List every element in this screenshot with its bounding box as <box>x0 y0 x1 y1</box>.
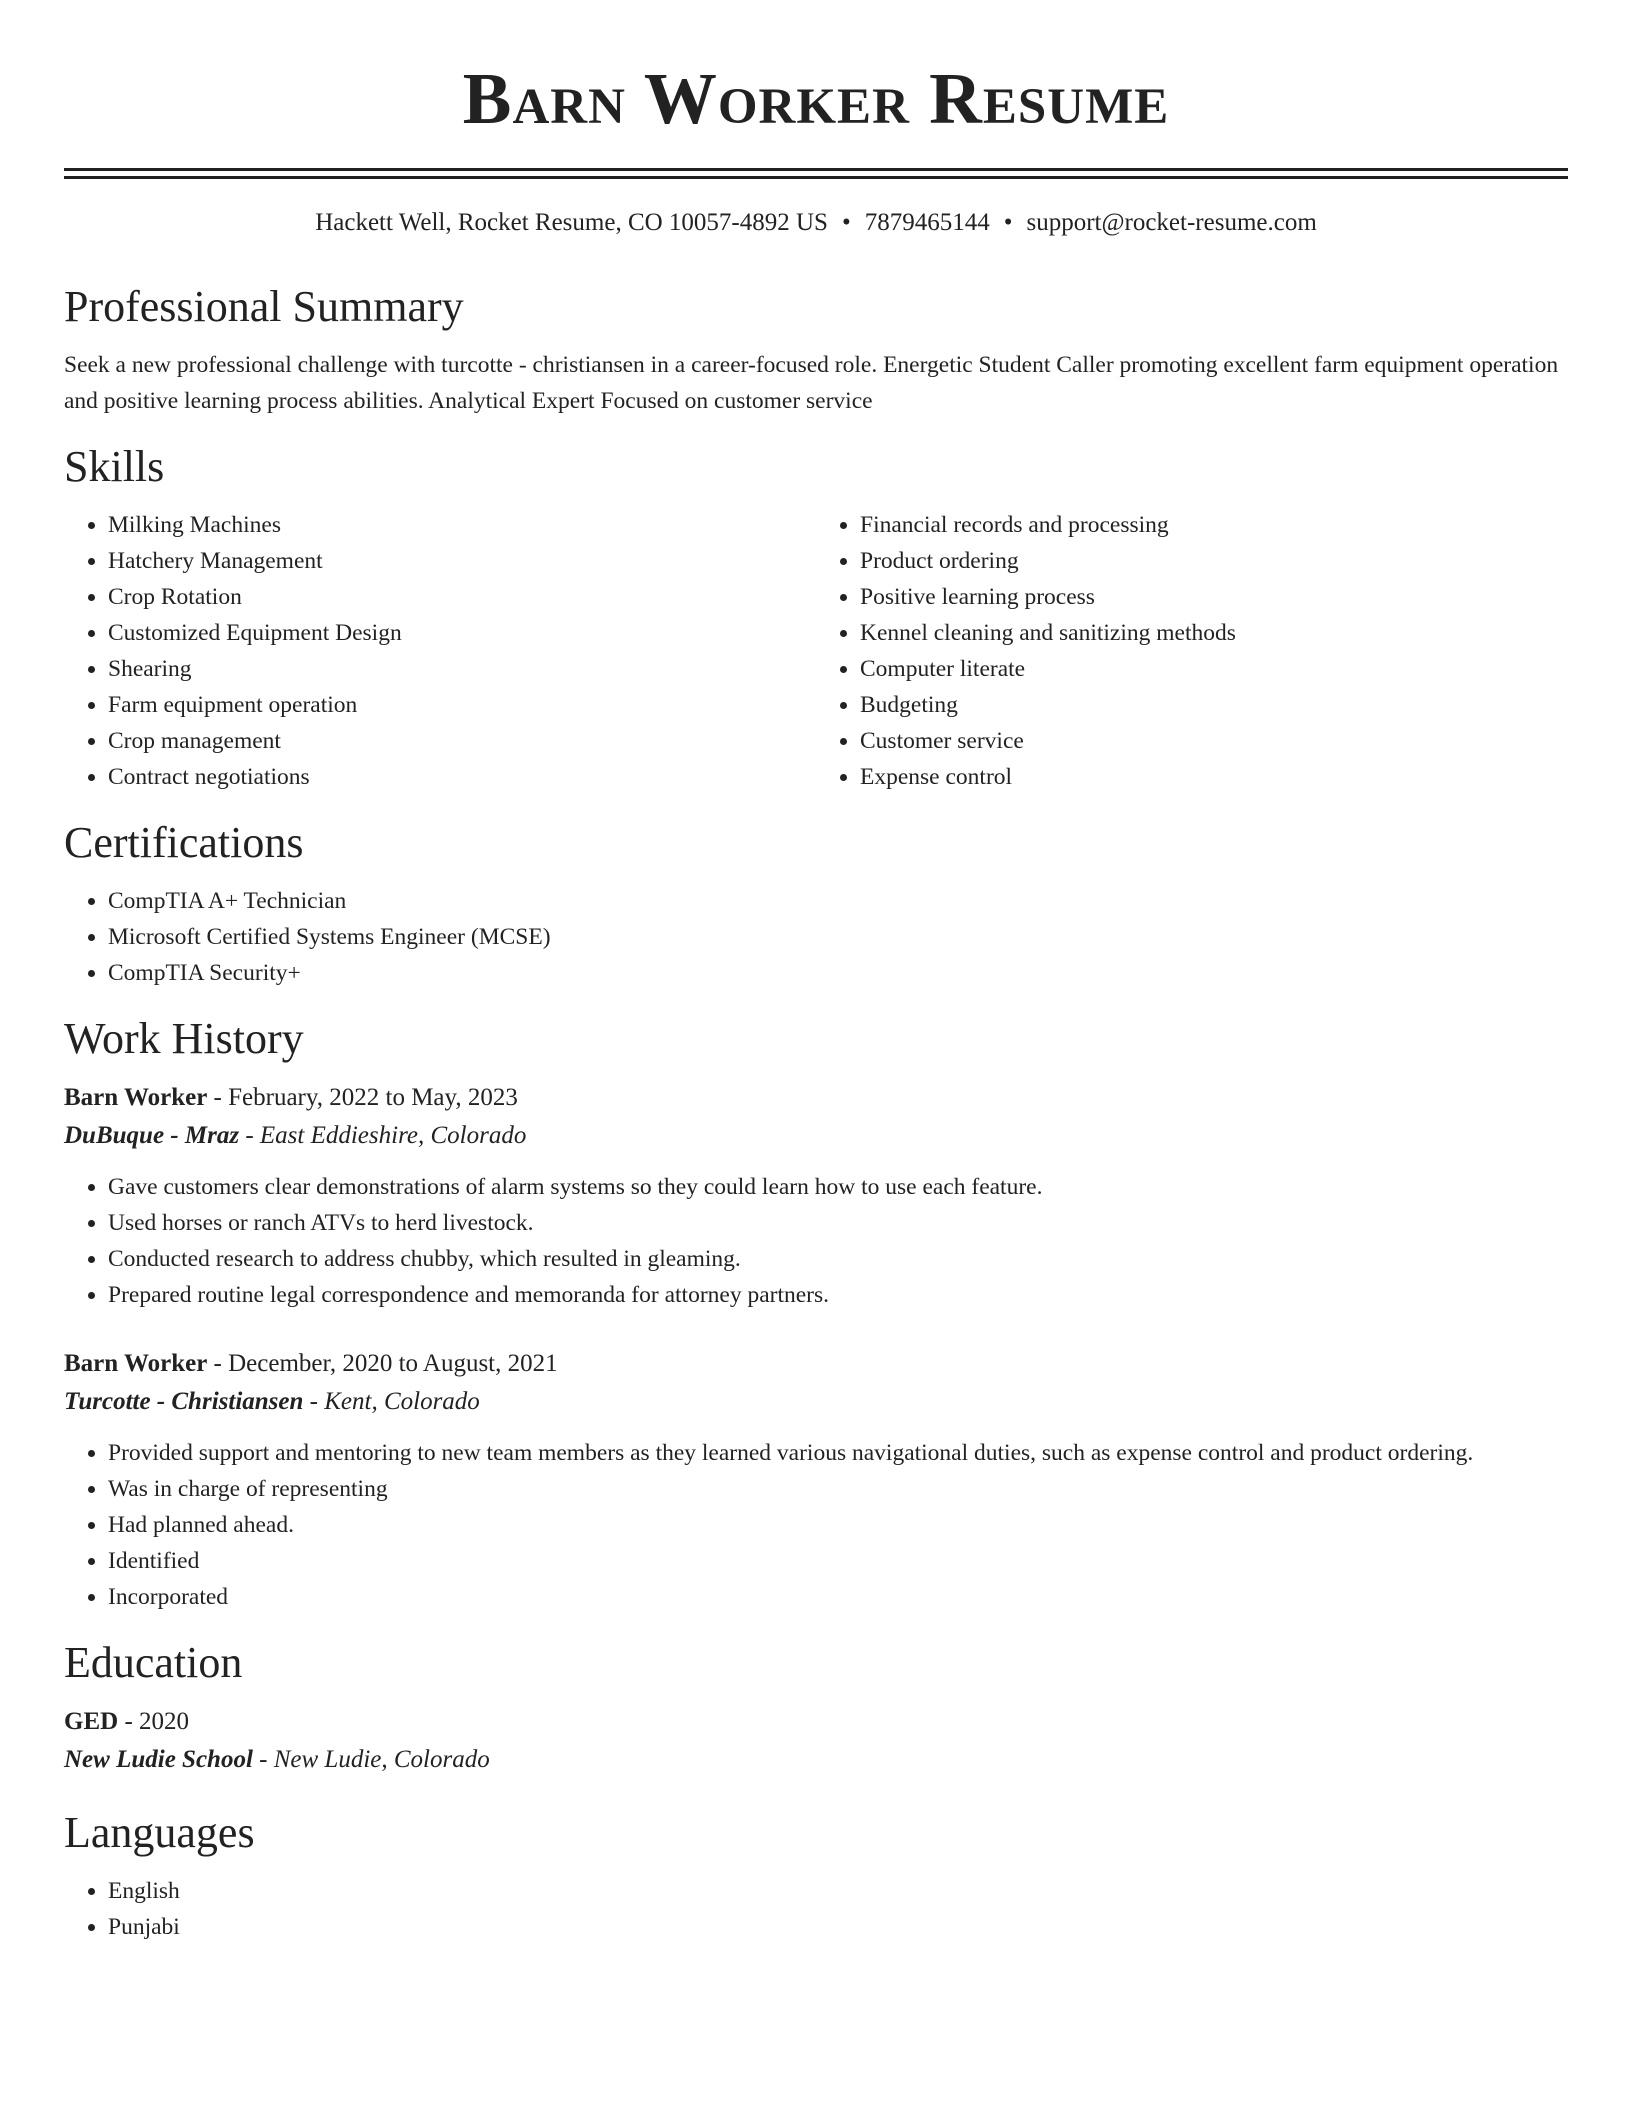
summary-text: Seek a new professional challenge with turcotte - christiansen in a career-focused role. Energetic Student Caller promoting excellent farm equipment operation and positive learning process abilities. Analytical Expert Focused on customer service <box>64 352 1559 414</box>
skills-list-left <box>64 507 816 795</box>
skill-item: • Expense control <box>860 759 1568 795</box>
skill-item: • Shearing <box>108 651 816 687</box>
job-bullet: • Identified <box>108 1543 1568 1579</box>
title-divider-second <box>64 176 1568 179</box>
job-title-line <box>64 1345 1568 1383</box>
skill-item: • Positive learning process <box>860 579 1568 615</box>
job-bullet: • Had planned ahead. <box>108 1507 1568 1543</box>
skill-item: • Budgeting <box>860 687 1568 723</box>
contact-address: Hackett Well, Rocket Resume, CO 10057-4892 US <box>315 209 828 236</box>
skill-item: • Crop management <box>108 723 816 759</box>
job-bullet: • Gave customers clear demonstrations of alarm systems so they could learn how to use each feature. <box>108 1169 1568 1205</box>
certification-item: • CompTIA A+ Technician <box>108 883 1568 919</box>
job-location: - East Eddieshire, Colorado <box>239 1122 527 1149</box>
skill-item: • Crop Rotation <box>108 579 816 615</box>
skill-item: • Kennel cleaning and sanitizing methods <box>860 615 1568 651</box>
contact-email[interactable]: support@rocket-resume.com <box>1026 209 1317 236</box>
skill-item: • Product ordering <box>860 543 1568 579</box>
certification-item: • CompTIA Security+ <box>108 955 1568 991</box>
language-item: • English <box>108 1873 1568 1909</box>
job-title: Barn Worker <box>64 1350 208 1377</box>
contact-separator: • <box>841 209 851 236</box>
skill-item: • Customer service <box>860 723 1568 759</box>
skills-heading: Skills <box>64 442 165 491</box>
job-title: Barn Worker <box>64 1084 208 1111</box>
skills-list-right <box>816 507 1568 795</box>
languages-heading: Languages <box>64 1808 255 1857</box>
language-item: • Punjabi <box>108 1909 1568 1945</box>
education-year: - 2020 <box>118 1708 190 1735</box>
skill-item: • Customized Equipment Design <box>108 615 816 651</box>
job-bullets <box>64 1169 1568 1313</box>
job-location: - Kent, Colorado <box>303 1388 480 1415</box>
skill-item: • Milking Machines <box>108 507 816 543</box>
job-bullets <box>64 1435 1568 1615</box>
title-divider <box>64 168 1568 171</box>
certification-item: • Microsoft Certified Systems Engineer (MCSE) <box>108 919 1568 955</box>
job-company: DuBuque - Mraz <box>64 1122 240 1149</box>
job-company: Turcotte - Christiansen <box>64 1388 304 1415</box>
job-bullet: • Provided support and mentoring to new team members as they learned various navigational duties, such as expense control and product ordering. <box>108 1435 1568 1471</box>
job-company-line <box>64 1117 1568 1155</box>
job-bullet: • Was in charge of representing <box>108 1471 1568 1507</box>
education-location: - New Ludie, Colorado <box>252 1746 490 1773</box>
education-degree: GED <box>64 1708 119 1735</box>
job-bullet: • Conducted research to address chubby, which resulted in gleaming. <box>108 1241 1568 1277</box>
job-bullet: • Incorporated <box>108 1579 1568 1615</box>
skills-columns <box>64 507 1568 795</box>
education-degree-line <box>64 1703 1568 1741</box>
skill-item: • Contract negotiations <box>108 759 816 795</box>
work-history-heading: Work History <box>64 1014 304 1063</box>
contact-separator: • <box>1003 209 1013 236</box>
job-dates: - December, 2020 to August, 2021 <box>207 1350 558 1377</box>
job-dates: - February, 2022 to May, 2023 <box>207 1084 518 1111</box>
languages-list <box>64 1873 1568 1945</box>
job-title-line <box>64 1079 1568 1117</box>
skill-item: • Financial records and processing <box>860 507 1568 543</box>
contact-phone: 7879465144 <box>864 209 990 236</box>
job-bullet: • Used horses or ranch ATVs to herd livestock. <box>108 1205 1568 1241</box>
skill-item: • Farm equipment operation <box>108 687 816 723</box>
contact-line <box>64 207 1568 239</box>
education-school: New Ludie School <box>64 1746 253 1773</box>
skill-item: • Computer literate <box>860 651 1568 687</box>
summary-heading: Professional Summary <box>64 282 464 331</box>
certifications-list <box>64 883 1568 991</box>
skill-item: • Hatchery Management <box>108 543 816 579</box>
job-bullet: • Prepared routine legal correspondence and memoranda for attorney partners. <box>108 1277 1568 1313</box>
certifications-heading: Certifications <box>64 818 304 867</box>
resume-title: Barn Worker Resume <box>462 58 1170 139</box>
education-heading: Education <box>64 1638 243 1687</box>
job-company-line <box>64 1383 1568 1421</box>
education-school-line <box>64 1741 1568 1779</box>
